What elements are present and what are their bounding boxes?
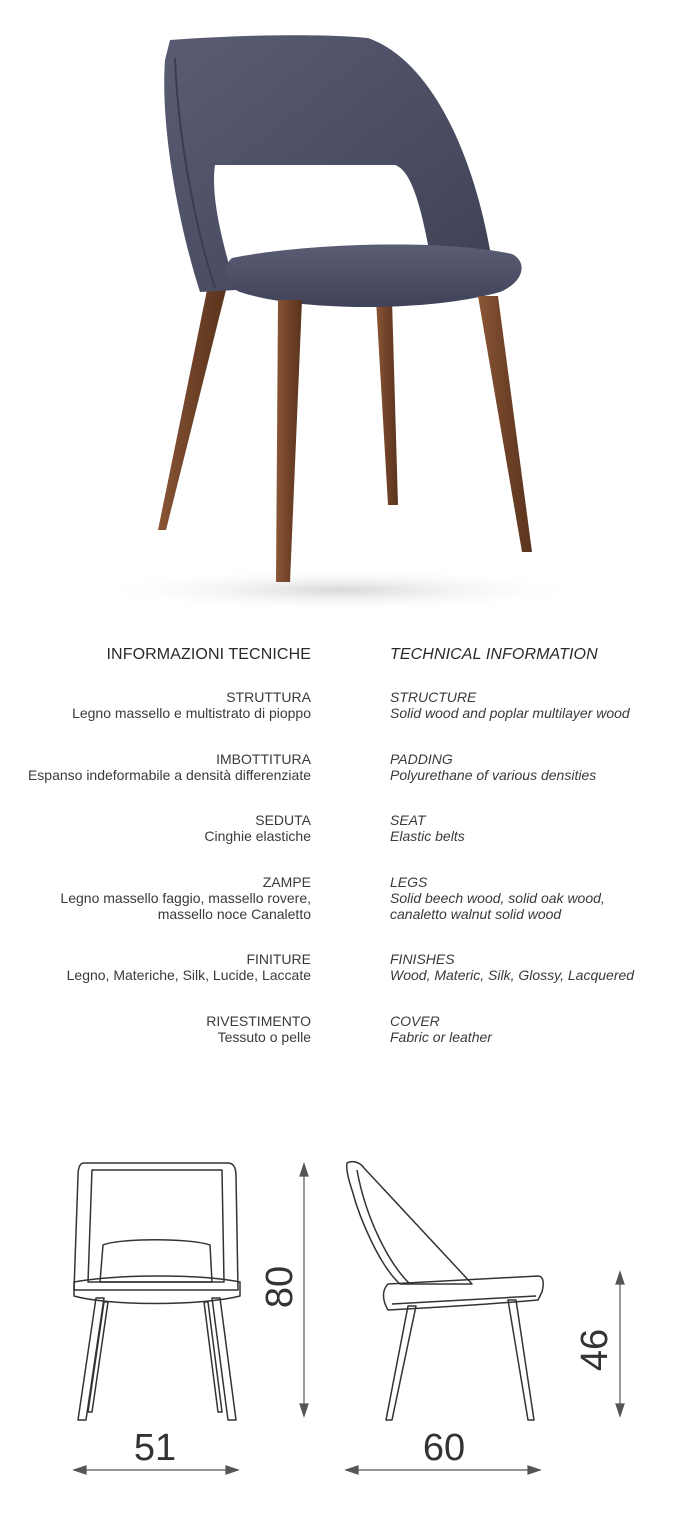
spec-label: PADDING — [390, 751, 453, 767]
arrow-head-icon — [528, 1466, 540, 1474]
spec-en-finishes — [390, 951, 634, 983]
spec-label: STRUTTURA — [226, 689, 311, 705]
spec-label: RIVESTIMENTO — [206, 1013, 311, 1029]
heading-en: TECHNICAL INFORMATION — [390, 646, 598, 663]
spec-value: massello noce Canaletto — [157, 906, 311, 922]
spec-value: Cinghie elastiche — [204, 828, 311, 844]
dimension-depth: 60 — [422, 1427, 466, 1469]
spec-en-legs — [390, 874, 605, 922]
arrow-head-icon — [616, 1272, 624, 1284]
spec-label: COVER — [390, 1013, 440, 1029]
spec-value: canaletto walnut solid wood — [390, 906, 562, 922]
chair-leg-front-right — [478, 296, 532, 552]
dimension-width: 51 — [133, 1427, 177, 1469]
spec-label: FINITURE — [246, 951, 311, 967]
spec-it-legs — [60, 874, 311, 922]
front-view-drawing — [74, 1163, 240, 1420]
spec-en-structure — [390, 689, 630, 721]
arrow-head-icon — [74, 1466, 86, 1474]
chair-seat — [226, 244, 521, 307]
spec-it-padding — [28, 751, 311, 783]
dimension-seat-height: 46 — [574, 1328, 616, 1372]
spec-label: IMBOTTITURA — [216, 751, 311, 767]
arrow-head-icon — [616, 1404, 624, 1416]
spec-value: Legno, Materiche, Silk, Lucide, Laccate — [66, 967, 311, 983]
spec-it-cover — [206, 1013, 311, 1045]
chair-photo — [0, 0, 700, 640]
arrow-head-icon — [300, 1404, 308, 1416]
chair-leg-front-left — [276, 300, 302, 582]
dimension-height: 80 — [259, 1265, 301, 1309]
chair-leg-back-left — [376, 300, 398, 505]
spec-label: SEDUTA — [255, 812, 311, 828]
spec-label: ZAMPE — [262, 874, 311, 890]
spec-label: SEAT — [390, 812, 426, 828]
spec-value: Solid beech wood, solid oak wood, — [390, 890, 605, 906]
spec-value: Fabric or leather — [390, 1029, 492, 1045]
dimension-drawings — [0, 1140, 700, 1521]
spec-it-structure — [72, 689, 311, 721]
spec-value: Wood, Materic, Silk, Glossy, Lacquered — [390, 967, 635, 983]
spec-it-finishes — [67, 951, 311, 983]
spec-label: LEGS — [390, 874, 428, 890]
spec-value: Solid wood and poplar multilayer wood — [390, 705, 630, 721]
arrow-head-icon — [226, 1466, 238, 1474]
spec-value: Espanso indeformabile a densità differenziate — [27, 767, 311, 783]
spec-value: Elastic belts — [390, 828, 465, 844]
spec-label: STRUCTURE — [390, 689, 477, 705]
spec-en-cover — [390, 1013, 492, 1045]
spec-value: Polyurethane of various densities — [390, 767, 597, 783]
heading-it: INFORMAZIONI TECNICHE — [106, 646, 311, 663]
spec-label: FINISHES — [390, 951, 455, 967]
floor-shadow — [90, 568, 590, 612]
side-view-drawing — [347, 1162, 543, 1420]
chair-leg-back-right — [158, 290, 226, 530]
arrow-head-icon — [300, 1164, 308, 1176]
spec-it-seat — [204, 812, 311, 844]
spec-value: Tessuto o pelle — [217, 1029, 311, 1045]
spec-value: Legno massello e multistrato di pioppo — [72, 705, 311, 721]
spec-en-seat — [390, 812, 465, 844]
arrow-head-icon — [346, 1466, 358, 1474]
spec-value: Legno massello faggio, massello rovere, — [60, 890, 311, 906]
spec-en-padding — [390, 751, 596, 783]
